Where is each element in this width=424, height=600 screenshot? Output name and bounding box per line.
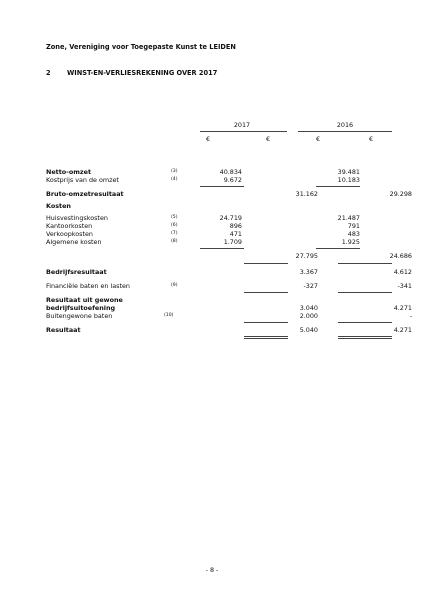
value-2017-total: 2.000 (299, 312, 318, 320)
total-rule (244, 292, 288, 293)
row-label: Buitengewone baten (46, 312, 113, 320)
subtotal-rule (200, 248, 244, 249)
row-verkoopkosten (46, 230, 386, 238)
row-kosten-heading (46, 202, 386, 210)
note-ref: (4) (171, 177, 178, 182)
final-rule (338, 336, 392, 337)
row-label: Resultaat uit gewone (46, 296, 123, 304)
value-2016-total: -341 (397, 282, 412, 290)
value-2016-total: - (409, 312, 412, 320)
row-label: Kostprijs van de omzet (46, 176, 119, 184)
row-buitengewone-baten (46, 312, 412, 320)
row-bruto-omzetresultaat (46, 190, 412, 198)
note-ref: (5) (171, 215, 178, 220)
value-2017-total: 27.795 (295, 252, 318, 260)
note-ref: (3) (171, 169, 178, 174)
note-ref: (6) (171, 223, 178, 228)
row-label: bedrijfsuitoefening (46, 304, 116, 312)
row-financiele-baten (46, 282, 412, 290)
year-2016-header: 2016 (336, 121, 354, 129)
row-kosten-total (46, 252, 412, 260)
value-2017-total: 31.162 (295, 190, 318, 198)
value-2017-total: 3.040 (299, 304, 318, 312)
row-label: Bedrijfsresultaat (46, 268, 107, 276)
final-rule-double (244, 338, 288, 339)
row-bedrijfsresultaat (46, 268, 412, 276)
section-heading (46, 69, 217, 77)
section-title: WINST-EN-VERLIESREKENING OVER 2017 (67, 69, 218, 77)
row-kostprijs (46, 176, 386, 184)
row-label: Kosten (46, 202, 71, 210)
value-2017-detail: 1.709 (223, 238, 242, 246)
note-ref: (10) (164, 313, 174, 318)
row-label: Kantoorkosten (46, 222, 93, 230)
year-2016-underline (298, 131, 392, 132)
value-2017-detail: 9.672 (223, 176, 242, 184)
row-resultaat-gewone-2 (46, 304, 412, 312)
row-kantoorkosten (46, 222, 386, 230)
currency-header-c2: € (266, 135, 271, 143)
value-2017-detail: 471 (229, 230, 242, 238)
note-ref: (7) (171, 231, 178, 236)
total-rule (244, 263, 288, 264)
value-2016-detail: 483 (347, 230, 360, 238)
value-2017-total: -327 (303, 282, 318, 290)
currency-header-c1: € (206, 135, 211, 143)
row-label: Netto-omzet (46, 168, 91, 176)
value-2017-detail: 896 (229, 222, 242, 230)
total-rule (244, 322, 288, 323)
value-2016-detail: 21.487 (337, 214, 360, 222)
value-2016-total: 4.612 (393, 268, 412, 276)
organization-title: Zone, Vereniging voor Toegepaste Kunst te LEIDEN (46, 43, 236, 51)
row-huisvestingskosten (46, 214, 386, 222)
currency-header-c4: € (369, 135, 374, 143)
year-2017-header: 2017 (233, 121, 251, 129)
year-2017-underline (200, 131, 287, 132)
row-label: Bruto-omzetresultaat (46, 190, 124, 198)
row-resultaat (46, 326, 412, 334)
value-2016-detail: 10.183 (337, 176, 360, 184)
row-label: Huisvestingskosten (46, 214, 108, 222)
value-2017-total: 3.367 (299, 268, 318, 276)
value-2016-detail: 791 (347, 222, 360, 230)
page-number: - 8 - (205, 566, 219, 574)
row-label: Verkoopkosten (46, 230, 93, 238)
row-label: Financiële baten en lasten (46, 282, 130, 290)
total-rule (338, 292, 392, 293)
value-2016-total: 4.271 (393, 326, 412, 334)
subtotal-rule (316, 186, 360, 187)
value-2016-detail: 1.925 (341, 238, 360, 246)
subtotal-rule (200, 186, 244, 187)
subtotal-rule (316, 248, 360, 249)
note-ref: (9) (171, 283, 178, 288)
value-2016-total: 24.686 (389, 252, 412, 260)
row-netto-omzet (46, 168, 386, 176)
value-2017-total: 5.040 (299, 326, 318, 334)
note-ref: (8) (171, 239, 178, 244)
total-rule (338, 263, 392, 264)
final-rule (244, 336, 288, 337)
final-rule-double (338, 338, 392, 339)
row-resultaat-gewone-1 (46, 296, 386, 304)
value-2016-total: 4.271 (393, 304, 412, 312)
value-2017-detail: 24.719 (219, 214, 242, 222)
row-label: Resultaat (46, 326, 81, 334)
value-2016-detail: 39.481 (337, 168, 360, 176)
section-number: 2 (46, 69, 51, 77)
currency-header-c3: € (316, 135, 321, 143)
row-label: Algemene kosten (46, 238, 102, 246)
value-2017-detail: 40.834 (219, 168, 242, 176)
value-2016-total: 29.298 (389, 190, 412, 198)
total-rule (338, 322, 392, 323)
row-algemene-kosten (46, 238, 386, 246)
